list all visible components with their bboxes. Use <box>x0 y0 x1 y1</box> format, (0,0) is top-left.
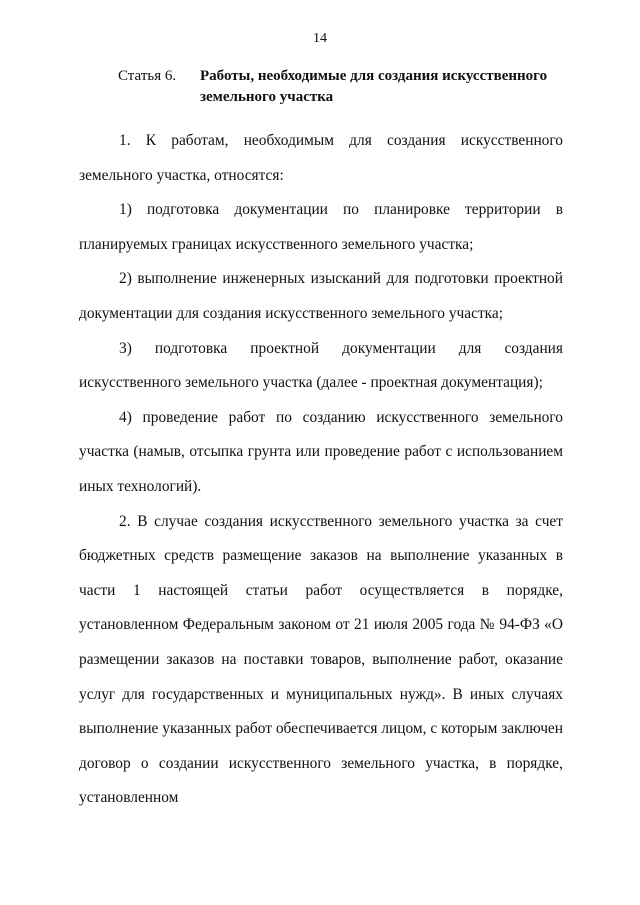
list-item-1: 1) подготовка документации по планировке территории в планируемых границах искусственного земельного участка; <box>79 201 563 253</box>
paragraph-1: 1. К работам, необходимым для создания искусственного земельного участка, относятся: <box>79 132 563 184</box>
article-number: Статья 6. <box>118 68 177 84</box>
article-heading <box>118 66 578 108</box>
list-item-2: 2) выполнение инженерных изысканий для подготовки проектной документации для создания искусственного земельного участка; <box>79 270 563 322</box>
article-body <box>79 124 563 816</box>
paragraph-2: 2. В случае создания искусственного земельного участка за счет бюджетных средств размещение заказов на выполнение указанных в части 1 настоящей статьи работ осуществляется в порядке, установленном Федеральным законом от 21 июля 2005 года № 94-ФЗ «О размещении заказов на поставки товаров, выполнение работ, оказание услуг для государственных и муниципальных нужд». В иных случаях выполнение указанных работ обеспечивается лицом, с которым заключен договор о создании искусственного земельного участка, в порядке, установленном <box>79 512 563 807</box>
list-item-3: 3) подготовка проектной документации для создания искусственного земельного участка (далее - проектная документация); <box>79 339 563 392</box>
article-title: Работы, необходимые для создания искусственного земельного участка <box>200 68 548 105</box>
list-item-4: 4) проведение работ по созданию искусственного земельного участка (намыв, отсыпка грунта или проведение работ с использованием иных технологий). <box>79 408 563 495</box>
page-number: 14 <box>313 31 327 46</box>
